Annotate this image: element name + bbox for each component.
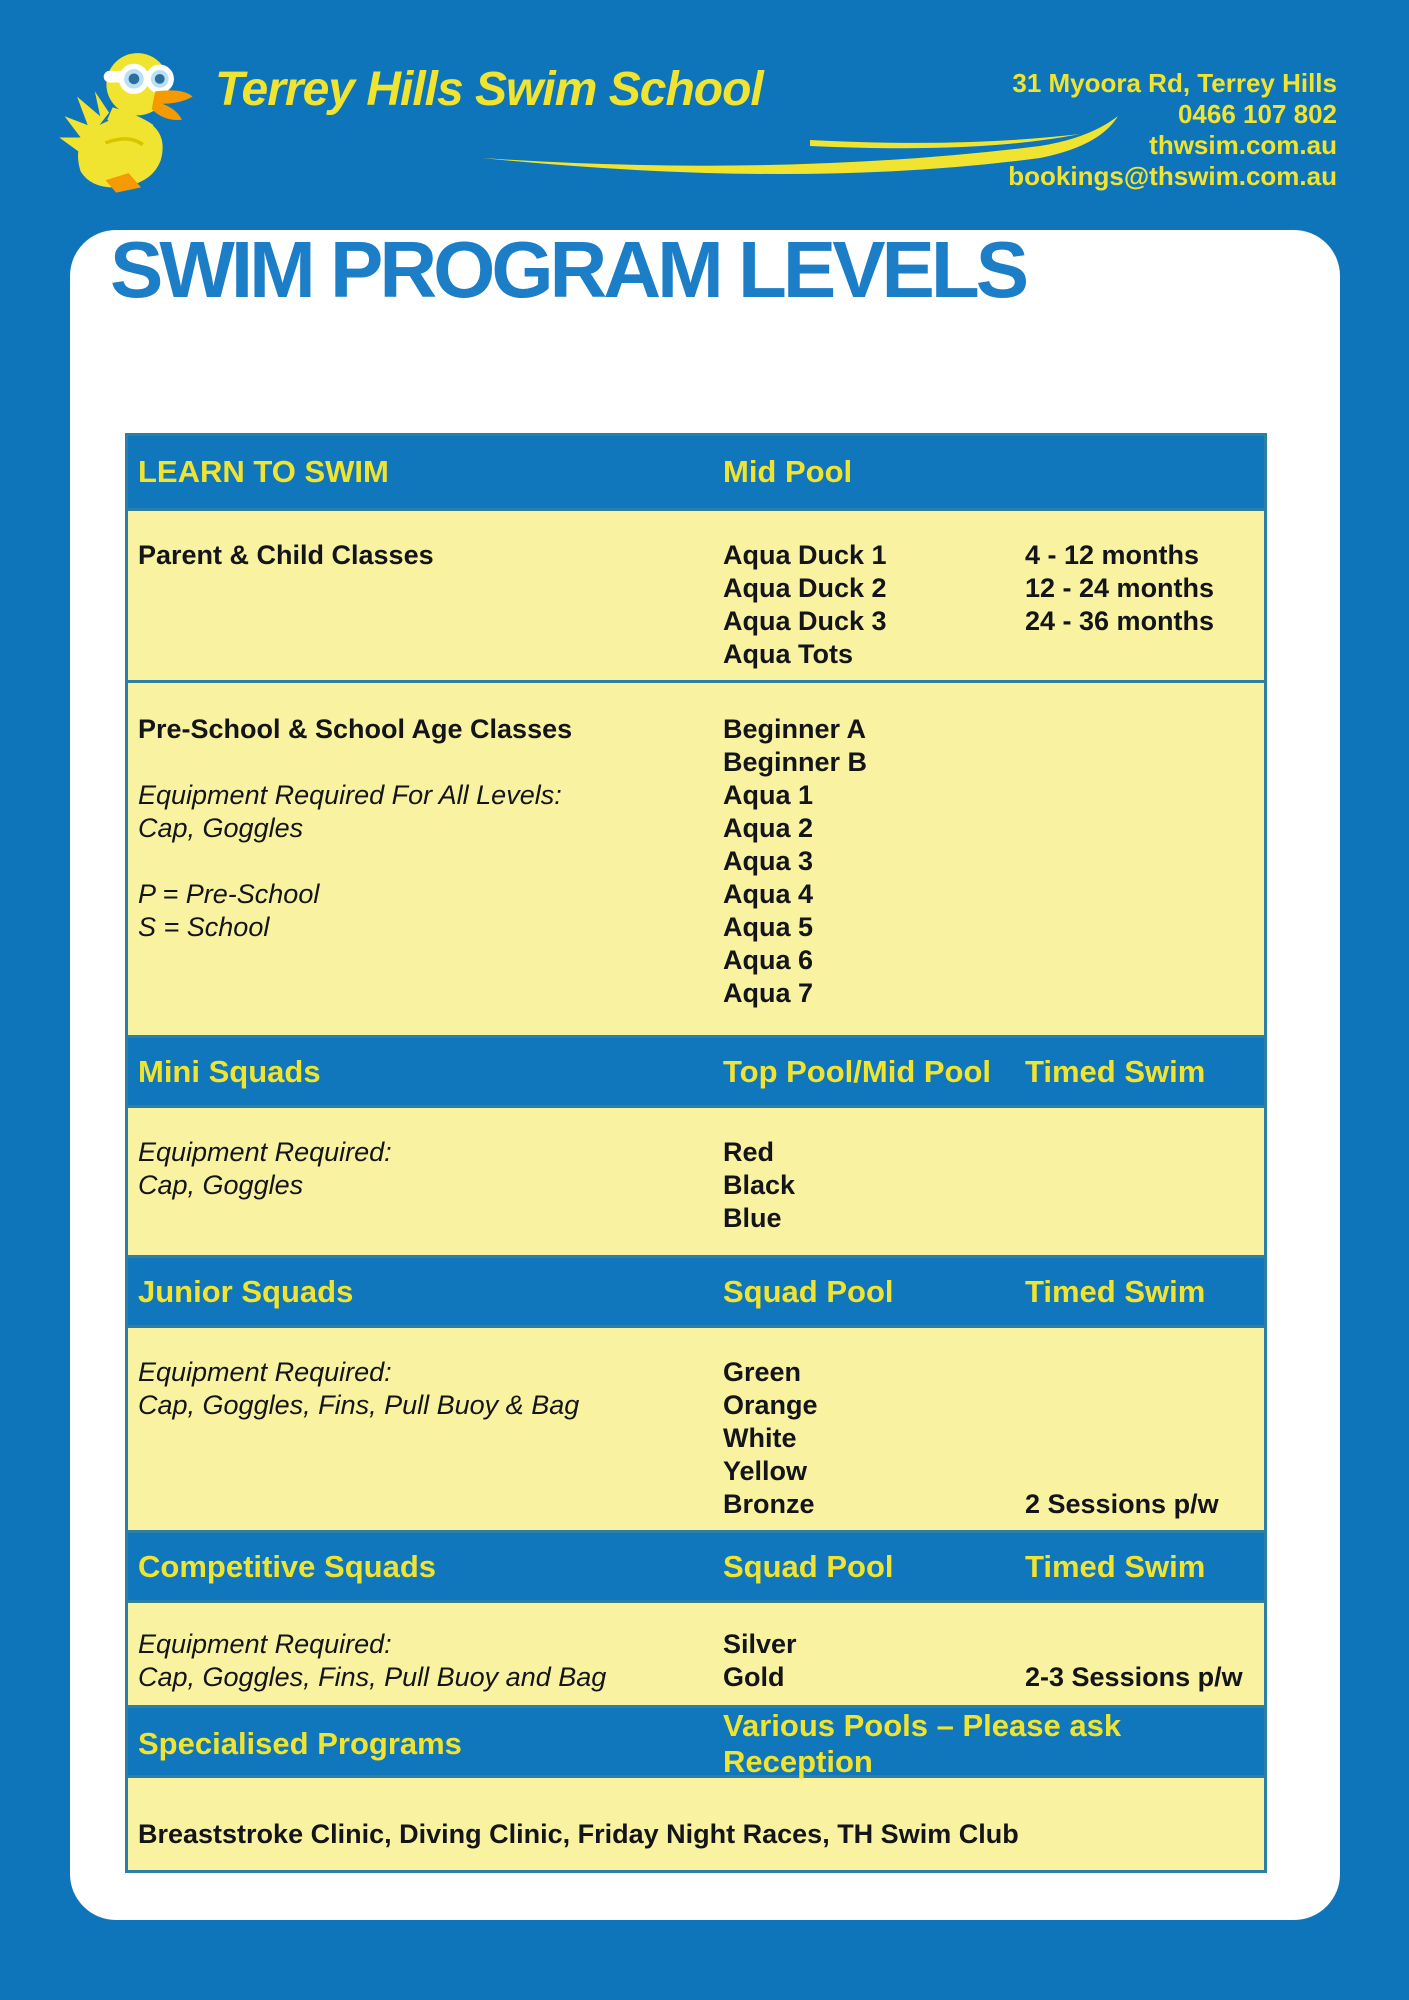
page-header: [0, 0, 1409, 230]
section-timed: Timed Swim: [1025, 1548, 1206, 1584]
level-item: Gold: [723, 1662, 785, 1692]
section-timed: Timed Swim: [1025, 1273, 1206, 1309]
equipment-note: Equipment Required:: [138, 1357, 392, 1387]
level-item: Aqua 6: [723, 945, 814, 975]
level-item: Aqua Duck 3: [723, 606, 887, 636]
level-item: White: [723, 1423, 797, 1453]
section-header-learn-to-swim: [128, 436, 1264, 508]
level-item: Aqua Tots: [723, 639, 853, 669]
section-pool: Squad Pool: [723, 1273, 894, 1309]
row-specialised-programs: [128, 1775, 1264, 1870]
sessions-per-week: 2 Sessions p/w: [1025, 1489, 1219, 1519]
equipment-items: Cap, Goggles, Fins, Pull Buoy and Bag: [138, 1662, 607, 1692]
sessions-per-week: 2-3 Sessions p/w: [1025, 1662, 1243, 1692]
section-title: Competitive Squads: [138, 1548, 436, 1584]
contact-block: [1008, 68, 1337, 192]
section-pool: Mid Pool: [723, 454, 853, 489]
level-item: Aqua 7: [723, 978, 814, 1008]
level-item: Beginner B: [723, 747, 868, 777]
content-card: [70, 225, 1340, 1920]
level-item: Black: [723, 1170, 796, 1200]
level-item: Aqua Duck 2: [723, 573, 887, 603]
contact-phone: 0466 107 802: [1177, 99, 1337, 129]
row-parent-child: [128, 508, 1264, 680]
section-header-mini-squads: [128, 1035, 1264, 1105]
equipment-note: Equipment Required:: [138, 1629, 392, 1659]
class-group-title: Parent & Child Classes: [138, 540, 434, 570]
level-item: Aqua 1: [723, 780, 814, 810]
level-item: Bronze: [723, 1489, 815, 1519]
program-table: [125, 433, 1267, 1873]
section-timed: Timed Swim: [1025, 1053, 1206, 1089]
class-group-title: Pre-School & School Age Classes: [138, 714, 573, 744]
level-item: Beginner A: [723, 714, 867, 744]
page-title: SWIM PROGRAM LEVELS: [110, 225, 1026, 314]
level-item: Yellow: [723, 1456, 808, 1486]
section-header-specialised-programs: [128, 1705, 1264, 1779]
level-item: Silver: [723, 1629, 797, 1659]
level-item: Orange: [723, 1390, 818, 1420]
equipment-note: Equipment Required:: [138, 1137, 392, 1167]
contact-email: bookings@thswim.com.au: [1008, 161, 1337, 191]
section-title: Specialised Programs: [138, 1726, 462, 1761]
section-header-competitive-squads: [128, 1530, 1264, 1600]
row-junior-squads: [128, 1325, 1264, 1530]
age-range: 24 - 36 months: [1025, 606, 1215, 636]
row-preschool-school: [128, 680, 1264, 1035]
row-competitive-squads: [128, 1600, 1264, 1705]
level-item: Blue: [723, 1203, 782, 1233]
school-name: Terrey Hills Swim School: [215, 63, 763, 116]
equipment-items: Cap, Goggles: [138, 1170, 304, 1200]
level-item: Aqua Duck 1: [723, 540, 887, 570]
level-item: Red: [723, 1137, 775, 1167]
section-pool: Top Pool/Mid Pool: [723, 1053, 992, 1089]
level-item: Aqua 2: [723, 813, 814, 843]
specialised-programs-list: Breaststroke Clinic, Diving Clinic, Friday Night Races, TH Swim Club: [138, 1819, 1019, 1849]
section-title: Junior Squads: [138, 1273, 354, 1309]
section-title: Mini Squads: [138, 1053, 321, 1089]
contact-website: thwsim.com.au: [1149, 130, 1337, 160]
duck-logo-icon: [52, 38, 207, 198]
section-title: LEARN TO SWIM: [138, 454, 389, 489]
legend-school: S = School: [138, 912, 270, 942]
level-item: Aqua 3: [723, 846, 814, 876]
legend-preschool: P = Pre-School: [138, 879, 320, 909]
section-header-junior-squads: [128, 1255, 1264, 1325]
equipment-note: Equipment Required For All Levels:: [138, 780, 562, 810]
level-item: Aqua 5: [723, 912, 814, 942]
equipment-items: Cap, Goggles, Fins, Pull Buoy & Bag: [138, 1390, 580, 1420]
equipment-items: Cap, Goggles: [138, 813, 304, 843]
section-pool: Various Pools – Please ask Reception: [723, 1708, 1122, 1779]
row-mini-squads: [128, 1105, 1264, 1255]
age-range: 4 - 12 months: [1025, 540, 1200, 570]
age-range: 12 - 24 months: [1025, 573, 1215, 603]
section-pool: Squad Pool: [723, 1548, 894, 1584]
level-item: Aqua 4: [723, 879, 814, 909]
level-item: Green: [723, 1357, 802, 1387]
contact-address: 31 Myoora Rd, Terrey Hills: [1012, 68, 1337, 98]
